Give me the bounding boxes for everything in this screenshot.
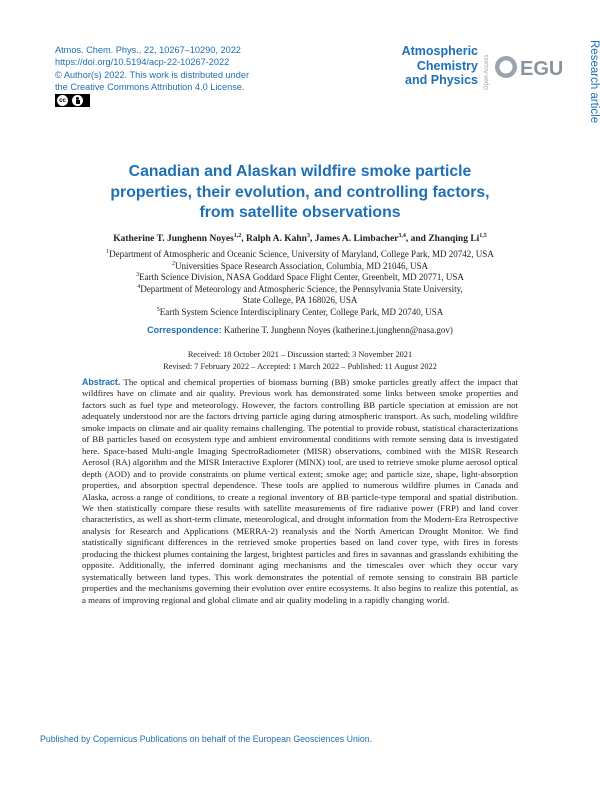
affiliation-number: 3 [136,272,140,278]
affiliation-list [40,249,560,318]
author-name: James A. Limbacher [314,234,399,244]
article-metadata [55,44,249,93]
affiliation-number: 2 [172,260,176,267]
affiliation-text: Earth Science Division, NASA Goddard Space Flight Center, Greenbelt, MD 20771, USA [139,272,464,282]
author-affiliation-ref: 1,2 [233,232,242,239]
correspondence-label: Correspondence: [147,325,222,335]
title-line-1: Canadian and Alaskan wildfire smoke particle [128,163,472,180]
publisher-footer: Published by Copernicus Publications on behalf of the European Geosciences Union. [40,734,373,744]
affiliation-text: Earth System Science Interdisciplinary Center, College Park, MD 20740, USA [159,306,444,317]
article-type-text: Research article [588,40,600,124]
affiliation-text: State College, PA 168026, USA [242,295,358,305]
open-access-text: Open Access [484,54,490,90]
journal-name [398,44,478,88]
journal-line-2: Chemistry [416,58,478,73]
affiliation-text: Universities Space Research Association, Columbia, MD 21046, USA [175,260,428,271]
dates-line-2: Revised: 7 February 2022 – Accepted: 1 March 2022 – Published: 11 August 2022 [163,361,437,371]
correspondence-text[interactable]: Katherine T. Junghenn Noyes (katherine.t.junghenn@nasa.gov) [223,325,453,335]
author-name: Katherine T. Junghenn Noyes [113,234,234,244]
author-list: Katherine T. Junghenn Noyes$^{1,2}$, Ralph A. Kahn$^3$, James A. Limbacher$^{3,4}$, and Zhanqing Li$^{1,5}$ [113,232,487,244]
affiliation-number: 4 [137,283,141,290]
affiliation-text: Department of Atmospheric and Oceanic Science, University of Maryland, College Park, MD 20742, USA [109,249,494,259]
egu-logo [494,50,564,84]
affiliation-text: Department of Meteorology and Atmospheric Science, the Pennsylvania State University, [140,283,463,294]
citation: Atmos. Chem. Phys., 22, 10267–10290, 2022 [55,45,241,55]
author-name: Ralph A. Kahn [245,234,307,244]
affiliation-item [40,307,560,319]
journal-line-3: and Physics [405,73,478,87]
affiliation-item [40,261,560,273]
open-access-label [484,44,494,90]
affiliation-item [40,272,560,284]
cc-by-badge[interactable] [55,94,90,107]
title-line-2: properties, their evolution, and controlling factors, [110,183,490,201]
affiliation-item [40,295,560,307]
title-line-3: from satellite observations [199,204,401,221]
article-type-label [586,40,600,160]
author-affiliation-ref: 1,5 [479,232,487,239]
license-link[interactable]: the Creative Commons Attribution 4.0 License. [55,81,245,92]
affiliation-number: 1 [106,249,110,255]
abstract [82,377,518,606]
publication-dates [40,349,560,372]
author-affiliation-ref: 3,4 [398,232,406,239]
journal-line-1: Atmospheric [401,44,478,58]
affiliation-number: 5 [156,306,160,313]
author-affiliation-ref: 3 [306,232,310,239]
attribution-icon [72,95,83,106]
abstract-text: The optical and chemical properties of biomass burning (BB) smoke particles greatly affect the impact that wildfires have on climate and air quality. Previous work has demonstrated some links between smoke properties and factors such as fuel type and meteorology. However, the factors controlling BB particle speciation at emission are not adequately understood nor are the factors driving particle aging during atmospheric transport. As such, modeling wildfire smoke impacts on climate and air quality remains challenging. The potential to provide robust, statistical characterizations of BB particles based on ecosystem type and ambient environmental conditions with remote sensing data is investigated here. Space-based Multi-angle Imaging SpectroRadiometer (MISR) observations, combined with the MISR Research Aerosol (RA) algorithm and the MISR Interactive Explorer (MINX) tool, are used to retrieve smoke plume aerosol optical depth (AOD) and to provide constraints on plume vertical extent; smoke age; and particle size, shape, light-absorption properties, and absorption spectral dependence. These tools are applied to numerous wildfire plumes in Canada and Alaska, across a range of conditions, to create a regional inventory of BB particle-type temporal and spatial distribution. We then statistically compare these results with satellite measurements of fire radiative power (FRP) and land cover characteristics, as well as short-term climate, meteorological, and drought information from the Modern-Era Retrospective analysis for Research and Applications (MERRA-2) reanalysis and the North American Drought Monitor. We find statistically significant differences in the retrieved smoke properties based on land cover type, with fires in forests producing the thickest plumes containing the largest, brightest particles and fires in savannas and grasslands exhibiting the opposite. Additionally, the inferred dominant aging mechanisms and the timescales over which they occur vary systematically between land types. This work demonstrates the potential of remote sensing to constrain BB particle properties and the mechanisms governing their evolution over entire ecosystems. It also begins to realize this potential, as a means of improving regional and global climate and air quality modeling in a rapidly changing world. [82,377,518,605]
doi-link[interactable]: https://doi.org/10.5194/acp-22-10267-2022 [55,57,230,68]
author-name: and Zhanqing Li [410,234,480,244]
article-title [50,162,550,224]
egu-logo-text: EGU [520,58,564,80]
affiliation-item [40,249,560,261]
cc-icon: cc [57,95,68,106]
copyright-line: © Author(s) 2022. This work is distributed under [55,69,250,80]
dates-line-1: Received: 18 October 2021 – Discussion started: 3 November 2021 [187,350,413,359]
affiliation-item [40,284,560,296]
correspondence [40,325,560,335]
abstract-label: Abstract. [82,377,121,387]
